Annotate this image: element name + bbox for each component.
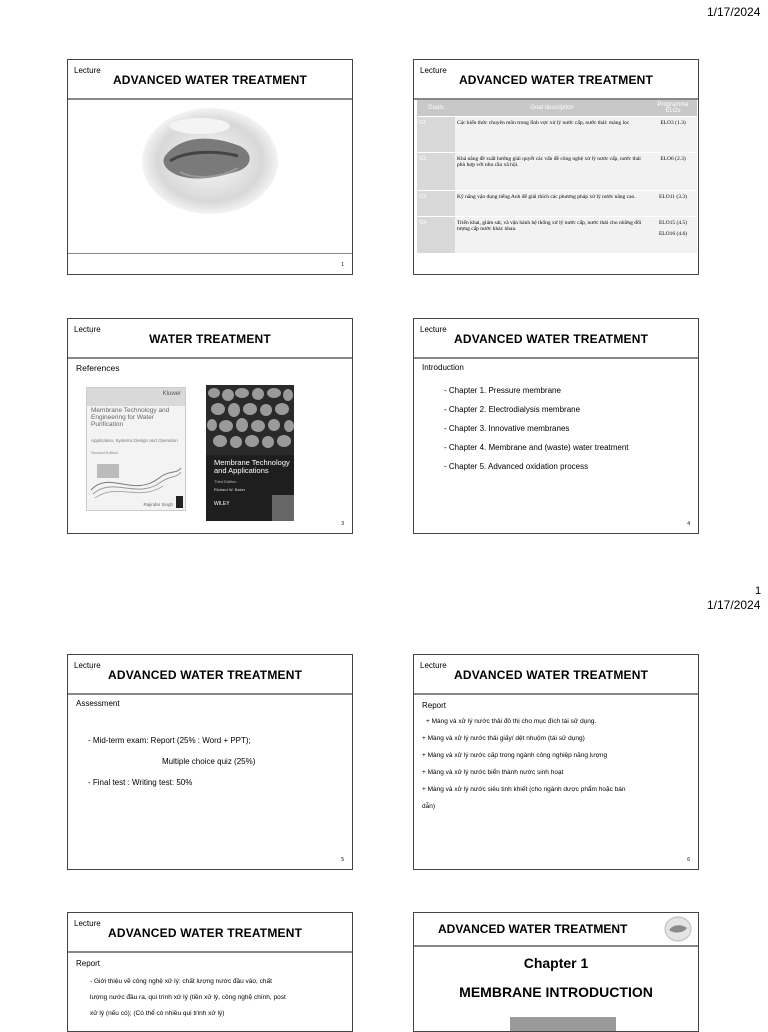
elo-cell: ELO3 (1.3) <box>649 117 697 153</box>
elo-cell <box>649 217 697 253</box>
elo-cell: ELO11 (3.3) <box>649 191 697 217</box>
list-item: + Màng và xử lý nước cấp trong ngành công nghiệp năng lượng <box>422 752 608 759</box>
column-header: Goal description <box>455 100 649 117</box>
section-heading: References <box>76 363 120 373</box>
book-subtitle: Application, Systems Design and Operation <box>91 438 178 443</box>
table-row <box>417 117 697 153</box>
table-row <box>417 191 697 217</box>
chapter-image <box>510 1017 616 1032</box>
slide-header <box>414 60 698 100</box>
list-item: + Màng và xử lý nước siêu tinh khiết (cho ngành dược phẩm hoặc bán <box>422 786 626 793</box>
page-date: 1/17/2024 <box>707 598 761 612</box>
slide-header <box>68 60 352 100</box>
slide-number: 6 <box>687 857 690 863</box>
slide-1[interactable] <box>67 59 353 275</box>
slide-title: ADVANCED WATER TREATMENT <box>112 73 308 87</box>
water-drop-logo <box>664 916 692 942</box>
assessment-line: Multiple choice quiz (25%) <box>162 757 256 766</box>
slide-header <box>68 319 352 359</box>
water-hands-image <box>140 106 280 216</box>
goals-table <box>417 100 697 253</box>
slide-6[interactable] <box>413 654 699 870</box>
book-edition: Second Edition <box>91 450 118 455</box>
slide-7[interactable] <box>67 912 353 1032</box>
slide-3[interactable] <box>67 318 353 534</box>
slide-header <box>414 319 698 359</box>
slide-number: 3 <box>341 521 344 527</box>
header-date: 1/17/2024 <box>707 5 761 19</box>
elo-value: ELO15 (4.5) <box>658 220 688 226</box>
slide-title: ADVANCED WATER TREATMENT <box>458 73 654 87</box>
description-cell: Kỹ năng vận dụng tiếng Anh để giải thích các phương pháp xử lý nước nâng cao. <box>455 191 649 217</box>
slide-title: ADVANCED WATER TREATMENT <box>438 922 628 936</box>
list-item: + Màng và xử lý nước thải giấy/ dệt nhuộm (tái sử dụng) <box>422 735 585 742</box>
chapter-subtitle: MEMBRANE INTRODUCTION <box>459 984 653 1000</box>
slide-header <box>414 913 698 947</box>
list-item: - Chapter 5. Advanced oxidation process <box>444 462 589 471</box>
book-cover-baker <box>206 385 294 521</box>
book-title: Membrane Technology and Applications <box>214 458 290 475</box>
section-heading: Introduction <box>422 363 464 372</box>
goal-cell: G4 <box>417 217 455 253</box>
goal-cell: G1 <box>417 117 455 153</box>
table-row <box>417 153 697 191</box>
lecture-label: Lecture <box>420 66 447 75</box>
slide-header <box>68 913 352 953</box>
goal-cell: G3 <box>417 191 455 217</box>
column-header: Goals <box>417 100 455 117</box>
chapter-label: Chapter 1 <box>523 955 589 971</box>
slide-number: 5 <box>341 857 344 863</box>
elo-value: ELO16 (4.6) <box>658 231 688 237</box>
assessment-line: - Final test : Writing test: 50% <box>88 778 193 787</box>
slide-4[interactable] <box>413 318 699 534</box>
slide-header <box>414 655 698 695</box>
description-cell: Triển khai, giám sát, và vận hành hệ thống xử lý nước cấp, nước thải cho những đối tượng cấp nước khác nhau. <box>455 217 649 253</box>
list-item: - Chapter 2. Electrodialysis membrane <box>444 405 581 414</box>
section-heading: Report <box>76 959 101 968</box>
assessment-line: - Mid-term exam: Report (25% : Word + PPT); <box>88 736 251 745</box>
list-item: - Chapter 1. Pressure membrane <box>444 386 561 395</box>
lecture-label: Lecture <box>74 66 101 75</box>
slide-title: ADVANCED WATER TREATMENT <box>454 332 649 346</box>
report-line: - Giới thiệu về công nghệ xử lý: chất lượng nước đầu vào, chất <box>90 978 272 985</box>
column-header: Programme ELOs <box>649 100 697 117</box>
slide-title: ADVANCED WATER TREATMENT <box>108 668 303 682</box>
book-author: Rajindar Singh <box>143 502 173 507</box>
section-heading: Assessment <box>76 699 120 708</box>
report-line: xử lý (nếu có); (Có thể có nhiều qui trình xử lý) <box>90 1010 225 1017</box>
table-header-row <box>417 100 697 117</box>
list-item: - Chapter 4. Membrane and (waste) water treatment <box>444 443 629 452</box>
slide-number: 1 <box>341 262 344 268</box>
membrane-illustration <box>89 460 183 500</box>
list-item: - Chapter 3. Innovative membranes <box>444 424 570 433</box>
goals-table-wrap <box>417 100 697 253</box>
slide-title: ADVANCED WATER TREATMENT <box>454 668 649 682</box>
list-item: dẫn) <box>422 803 436 810</box>
lecture-label: Lecture <box>74 919 101 928</box>
lecture-label: Lecture <box>74 661 101 670</box>
book-publisher: WILEY <box>214 501 230 507</box>
list-item: + Màng và xử lý nước thải đô thị cho mục đích tái sử dụng. <box>426 718 597 725</box>
slide-title: ADVANCED WATER TREATMENT <box>108 926 303 940</box>
slide-number: 4 <box>687 521 690 527</box>
slide-8[interactable] <box>413 912 699 1032</box>
slide-5[interactable] <box>67 654 353 870</box>
description-cell: Các kiến thức chuyên môn trong lĩnh vực xử lý nước cấp, nước thải: màng lọc <box>455 117 649 153</box>
book-author: Richard W. Baker <box>214 487 246 492</box>
report-line: lượng nước đầu ra, qui trình xử lý (tiền xử lý, công nghệ chính, post <box>90 994 286 1001</box>
lecture-label: Lecture <box>420 661 447 670</box>
book-title: Membrane Technology and Engineering for Water Purification <box>91 407 170 428</box>
book-cover-singh <box>86 387 186 511</box>
slide-header <box>68 655 352 695</box>
slide-title: WATER TREATMENT <box>149 332 271 346</box>
slide-2[interactable] <box>413 59 699 275</box>
elo-cell: ELO6 (2.3) <box>649 153 697 191</box>
pores-pattern <box>206 385 294 455</box>
table-row <box>417 217 697 253</box>
page-number: 1 <box>755 585 762 597</box>
goal-cell: G2 <box>417 153 455 191</box>
section-heading: Report <box>422 701 447 710</box>
lecture-label: Lecture <box>420 325 447 334</box>
lecture-label: Lecture <box>74 325 101 334</box>
book-edition: Third Edition <box>214 479 237 484</box>
description-cell: Khả năng đề xuất hướng giải quyết các vấn đề công nghệ xử lý nước cấp, nước thải phù hợp với nhu cầu xã hội. <box>455 153 649 191</box>
list-item: + Màng và xử lý nước biển thành nước sinh hoạt <box>422 769 564 776</box>
book-publisher: Kluwer <box>162 391 181 397</box>
